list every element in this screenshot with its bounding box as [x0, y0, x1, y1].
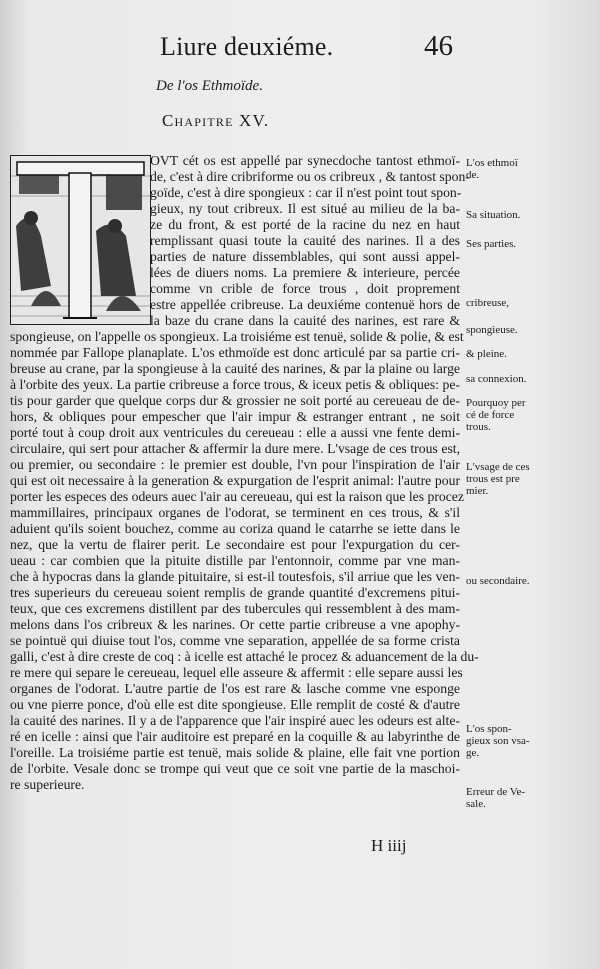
margin-note: mier.: [466, 485, 489, 497]
text-line: mammillaires, principaux organes de l'odorat, se terminent en ces trous, & s'il: [10, 505, 460, 520]
text-line: teux, que ces excremens distillent par des tubercules qui ressemblent à des mam-: [10, 601, 460, 616]
text-line: l'oreille. La troisiéme partie est tenuë, mais solide & plaine, elle fait vne portion: [10, 745, 460, 760]
text-line: tres superieurs du cereueau soient remplis de grande quantité d'excremens pitui-: [10, 585, 460, 600]
text-line: nommée par Fallope planaplate. L'os ethmoïde est donc articulé par sa partie cri-: [10, 345, 460, 360]
text-line: aduient qu'ils soient bouchez, comme au coriza quand le catarrhe se iette dans le: [10, 521, 460, 536]
text-line: la cauité des narines. Il y a de l'apparence que l'air inspiré auec les odeurs est alte-: [10, 713, 460, 728]
text-line: se pointuë qui diuise tout l'os, comme vne separation, appellée de sa forme crista: [10, 633, 460, 648]
text-line: la baze du crane dans la cauité des narines, est rare &: [150, 313, 460, 328]
margin-note: sa connexion.: [466, 373, 527, 385]
chapter-title: Chapitre XV.: [162, 111, 270, 130]
margin-note: gieux son vsa-: [466, 735, 530, 747]
text-line: lées de diuers noms. La premiere & interieure, percée: [150, 265, 460, 280]
text-line: de, c'est à dire cribriforme ou os cribreux , & tantost spon-: [150, 169, 470, 184]
woodcut-scene: [11, 156, 150, 324]
text-line: comme vn crible de force trous , doit proprement: [150, 281, 460, 296]
text-line: ou vne pierre ponce, d'où elle est dite spongieuse. Elle remplit de costé & d'autre: [10, 697, 460, 712]
margin-note: cé de force: [466, 409, 515, 421]
text-line: goïde, c'est à dire spongieux : car il n'est point tout spon-: [150, 185, 462, 200]
text-line: parties de nature dissemblables, qui sont aussi appel-: [150, 249, 460, 264]
text-line: tis pour garder que quelque corps dur & grossier ne soit porté au cereueau de de-: [10, 393, 460, 408]
text-line: ou premier, ou secondaire : le premier est double, l'vn pour l'inspiration de l'air: [10, 457, 460, 472]
margin-note: spongieuse.: [466, 324, 518, 336]
margin-note: L'os spon-: [466, 723, 512, 735]
text-line: de l'orbite. Vesale donc se trompe qui veut que ce soit vne partie de la maschoi-: [10, 761, 460, 776]
signature-mark: H iiij: [371, 836, 407, 855]
text-line: melons dans l'os cribreux & les narines. Or cette partie cribreuse a vne apophy-: [10, 617, 460, 632]
text-line: breuse au crane, par la spongieuse à la cauité des narines, & par la plaine ou large: [10, 361, 460, 376]
decorated-initial-t-woodcut: [10, 155, 151, 325]
margin-note: Ses parties.: [466, 238, 517, 250]
text-line: nez, que la vertu de flairer perit. Le secondaire est pour l'expurgation du cer-: [10, 537, 460, 552]
section-title: De l'os Ethmoïde.: [156, 78, 263, 94]
margin-note: Pourquoy per: [466, 397, 526, 409]
text-line: porté tout à coup droit aux ventricules du cereueau : elle a aussi vne fente demi-: [10, 425, 460, 440]
margin-note: trous.: [466, 421, 491, 433]
text-line: re superieure.: [10, 777, 85, 792]
text-line: che à hypocras dans la glande pituitaire, si est-il toutesfois, s'il arriue que les ven-: [10, 569, 460, 584]
margin-note: ou secondaire.: [466, 575, 530, 587]
text-line: gieux, ny tout cribreux. Il est situé au milieu de la ba-: [150, 201, 460, 216]
text-line: organes de l'odorat. L'autre partie de l'os est rare & lasche comme vne esponge: [10, 681, 460, 696]
text-line: spongieuse, on l'appelle os spongieux. La troisiéme est tenuë, solide & polie, & est: [10, 329, 464, 344]
running-title: Liure deuxiéme.: [160, 32, 334, 61]
page-number: 46: [424, 30, 453, 62]
text-line: circulaire, qui sert pour attacher & affermir la dure mere. L'vsage de ces trous est,: [10, 441, 460, 456]
margin-note: ge.: [466, 747, 480, 759]
text-line: porter les especes des odeurs auec l'air au cereueau, qui est la raison que les procez: [10, 489, 464, 504]
text-line: ré en icelle : ainsi que l'air auditoire est preparé en la coquille & au labyrinthe de: [10, 729, 460, 744]
text-line: re mere qui separe le cereueau, lequel elle asseure & affermit : elle separe aussi les: [10, 665, 463, 680]
margin-note: L'vsage de ces: [466, 461, 530, 473]
margin-note: sale.: [466, 798, 486, 810]
text-line: hors, & obliques pour empescher que l'air impur & estranger entrant , ne soit: [10, 409, 460, 424]
text-line: OVT cét os est appellé par synecdoche tantost ethmoï-: [150, 153, 460, 168]
text-line: estre appellée cribreuse. La deuxiéme contenuë hors de: [150, 297, 460, 312]
text-line: à l'orbite des yeux. La partie cribreuse a force trous, & iceux petis & obliques: pe-: [10, 377, 460, 392]
text-line: remplissant quasi toute la cauité des narines. Il a des: [150, 233, 460, 248]
margin-note: Sa situation.: [466, 209, 521, 221]
margin-note: de.: [466, 169, 480, 181]
text-line: ze du front, & est porté de la racine du nez en haut: [150, 217, 460, 232]
text-line: galli, c'est à dire creste de coq : à icelle est attaché le procez & aduancement de la du-: [10, 649, 479, 664]
margin-note: & pleine.: [466, 348, 507, 360]
margin-note: Erreur de Ve-: [466, 786, 526, 798]
text-line: qui est oit necessaire à la generation & expurgation de l'esprit animal: l'autre pour: [10, 473, 460, 488]
text-line: ueau : car combien que la pituite distille par l'entonnoir, comme par vne man-: [10, 553, 460, 568]
margin-note: L'os ethmoï: [466, 157, 518, 169]
margin-note: trous est pre: [466, 473, 520, 485]
margin-note: cribreuse,: [466, 297, 510, 309]
